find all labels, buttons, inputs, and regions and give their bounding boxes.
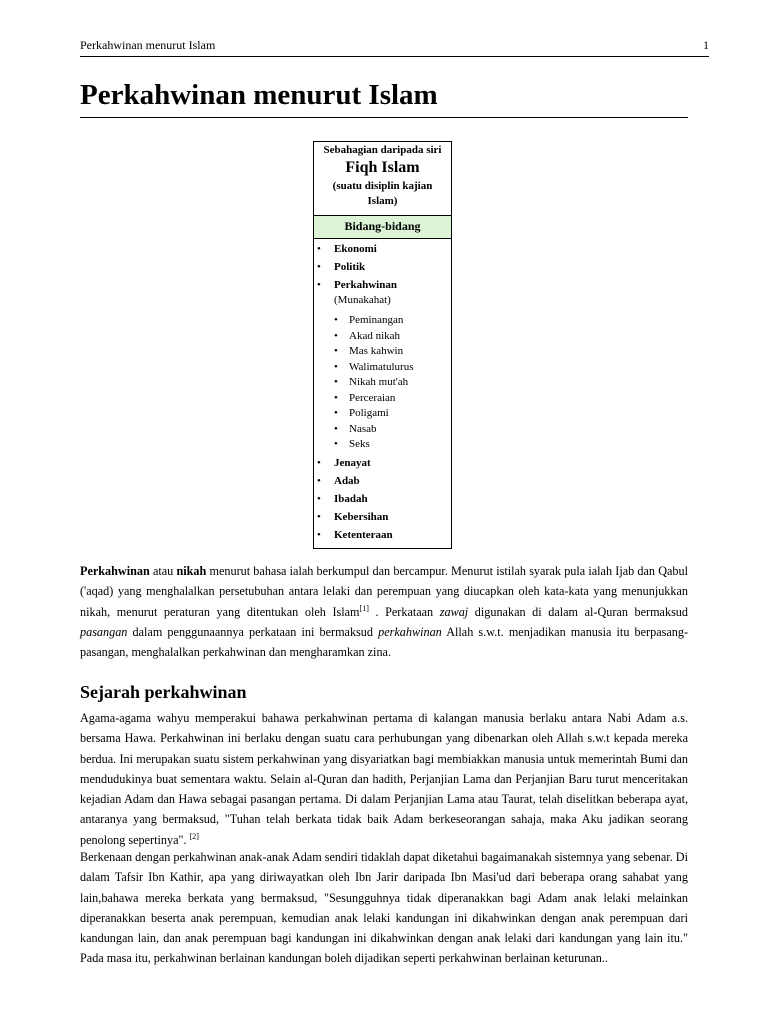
term-pasangan: pasangan — [80, 624, 128, 639]
infobox-link-politik[interactable]: Politik — [334, 261, 366, 273]
intro-text: Allah s.w.t. menjadikan manusia itu berpasang-pasangan, menghalalkan perkahwinan dan mengharamkan zina. — [80, 624, 688, 660]
intro-text: atau — [149, 564, 177, 578]
infobox-subitem — [334, 313, 451, 329]
infobox-subitem — [334, 375, 451, 391]
infobox-subitem — [334, 406, 451, 422]
infobox-link-poligami[interactable]: Poligami — [349, 407, 389, 419]
infobox-subitem — [334, 437, 451, 453]
infobox-link-jenayat[interactable]: Jenayat — [334, 456, 371, 469]
infobox-link-akad-nikah[interactable]: Akad nikah — [349, 329, 401, 342]
running-title: Perkahwinan menurut Islam — [80, 38, 216, 52]
infobox-link-walimatulurus[interactable]: Walimatulurus — [349, 360, 414, 373]
infobox-link-ibadah[interactable]: Ibadah — [334, 492, 368, 505]
infobox-link-mas-kahwin[interactable]: Mas kahwin — [349, 345, 404, 357]
infobox-item — [314, 528, 451, 543]
intro-text: dalam penggunaannya perkataan ini bermaksud — [127, 624, 379, 639]
infobox-link-adab[interactable]: Adab — [334, 474, 360, 487]
infobox-topic-list — [314, 239, 451, 548]
infobox-link-ketenteraan[interactable]: Ketenteraan — [334, 528, 393, 541]
infobox-item — [314, 474, 451, 489]
term-nikah: nikah — [176, 564, 207, 578]
infobox-series-title[interactable]: Fiqh Islam — [345, 159, 420, 176]
infobox-item — [314, 492, 451, 507]
infobox-link-perkahwinan[interactable]: Perkahwinan — [334, 279, 397, 291]
history-paragraph-2: Berkenaan dengan perkahwinan anak-anak Adam sendiri tidaklah dapat diketahui bagaimanakah sistemnya yang sebenar. Di dalam Tafsir Ibn Kathir, apa yang diriwayatkan oleh Ibn Jarir daripada Ibn Masi'ud dari beberapa orang sahabat yang lain,bahawa mereka berkata yang bermaksud, "Sesungguhnya tidak diperanakkan bagi Adam anak lelaki melainkan diperanakkan beserta anak perempuan, kemudian anak lelaki kandungan ini dikahwinkan dengan anak perempuan dari kandungan lain, dan anak perempuan bagi kandungan ini dikahwinkan dengan anak lelaki dari kandungan yang lain itu." Pada masa itu, perkahwinan berlainan kandungan boleh dijadikan seperti perkahwinan berlainan keturunan.. — [80, 850, 688, 966]
infobox-series-prefix: Sebahagian daripada siri — [323, 144, 442, 156]
page-number: 1 — [703, 38, 709, 52]
infobox-subitem — [334, 329, 451, 345]
infobox-subitem — [334, 391, 451, 407]
infobox-sublist — [334, 313, 451, 453]
intro-paragraph — [80, 561, 688, 662]
intro-text: menurut bahasa ialah berkumpul dan bercampur. Menurut istilah syarak pula ialah Ijab dan Qabul ('aqad) yang menghalalkan persetubuhan antara lelaki dan perempuan yang diucapkan oleh kata-kata yang menunjukkan nikah, menurut peraturan yang ditentukan oleh Islam — [80, 564, 688, 619]
infobox-series-subtitle: (suatu disiplin kajian Islam) — [332, 180, 433, 207]
infobox-item — [314, 260, 451, 275]
infobox-link-nikah-mutah[interactable]: Nikah mut'ah — [349, 376, 409, 388]
infobox-subitem — [334, 360, 451, 376]
page-title: Perkahwinan menurut Islam — [80, 76, 688, 118]
history-paragraph-1 — [80, 708, 688, 850]
infobox-item — [314, 242, 451, 257]
citation-ref-1[interactable]: [1] — [359, 603, 369, 613]
infobox-subitem — [334, 422, 451, 438]
infobox-link-nasab[interactable]: Nasab — [349, 422, 377, 435]
paragraph-text: Agama-agama wahyu memperakui bahawa perkahwinan pertama di kalangan manusia berlaku antara Nabi Adam a.s. bersama Hawa. Perkahwinan ini berlaku dengan suatu cara perhubungan yang dibenarkan oleh Allah s.w.t kepada mereka berdua. Ini merupakan suatu sistem perkahwinan yang disyariatkan bagi membiakkan manusia untuk memerintah Bumi dan mendudukinya buat sementara waktu. Selain al-Quran dan hadith, Perjanjian Lama dan Perjanjian Baru turut menceritakan kejadian Adam dan Hawa sebagai pasangan pertama. Di dalam Perjanjian Lama atau Taurat, telah diselitkan beberapa ayat, antaranya yang bermaksud, "Tuhan telah berkata tidak baik Adam berkeseorangan sahaja, maka Aku jadikan seorang penolong sepertinya". — [80, 711, 688, 847]
infobox-item — [314, 456, 451, 471]
infobox-section-title: Bidang-bidang — [314, 215, 451, 239]
intro-text: . Perkataan — [368, 604, 440, 619]
term-perkahwinan-italic: perkahwinan — [378, 624, 442, 639]
infobox-item-note: (Munakahat) — [334, 294, 391, 306]
citation-ref-2[interactable]: [2] — [189, 831, 199, 841]
intro-text: digunakan di dalam al-Quran bermaksud — [468, 604, 688, 619]
infobox-subitem — [334, 344, 451, 360]
infobox-link-peminangan[interactable]: Peminangan — [349, 314, 404, 326]
infobox-link-ekonomi[interactable]: Ekonomi — [334, 243, 377, 255]
term-perkahwinan: Perkahwinan — [80, 564, 150, 578]
running-header — [80, 38, 709, 57]
term-zawaj: zawaj — [439, 604, 469, 619]
infobox-header — [314, 142, 451, 215]
series-infobox — [313, 141, 452, 549]
infobox-link-perceraian[interactable]: Perceraian — [349, 391, 396, 404]
infobox-item — [314, 510, 451, 525]
infobox-item — [314, 278, 451, 453]
infobox-link-kebersihan[interactable]: Kebersihan — [334, 510, 389, 523]
section-heading: Sejarah perkahwinan — [80, 682, 247, 702]
infobox-link-seks[interactable]: Seks — [349, 438, 370, 450]
